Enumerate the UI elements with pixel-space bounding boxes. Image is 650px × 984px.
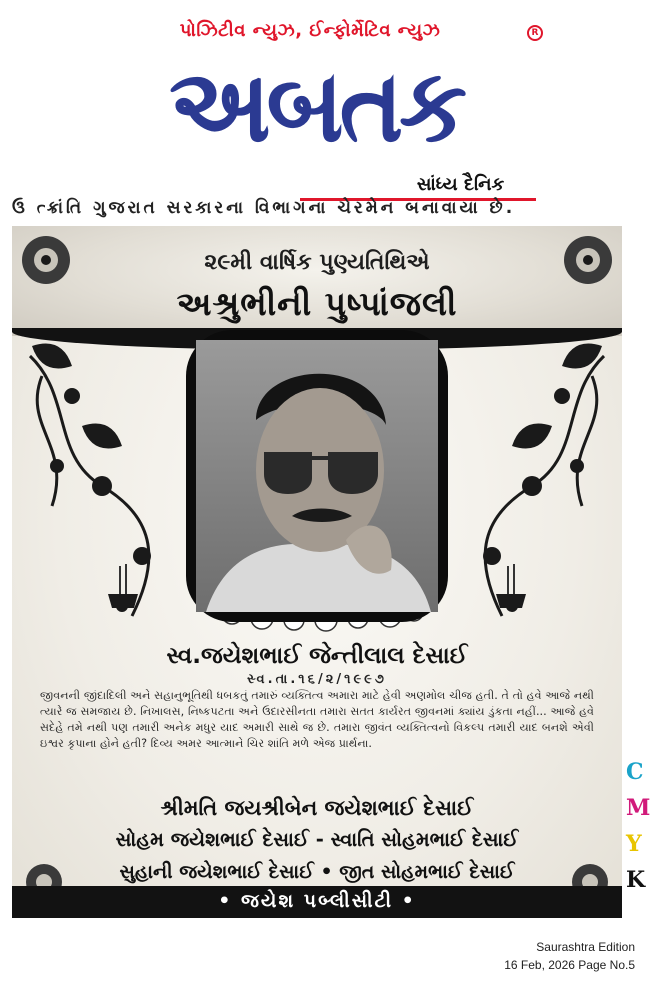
- publisher-name: • જયેશ પબ્લીસીટી •: [218, 890, 416, 912]
- edition-label: Saurashtra Edition: [536, 940, 635, 954]
- newspaper-logo[interactable]: [96, 44, 536, 172]
- tribute-message: જીવનની જીંદાદિલી અને સહાનુભૂતિથી ધબકતું તમારું વ્યક્તિત્વ અમારા માટે હેવી અણમોલ ચીજ હતી. તે તો હવે આજે નથી ત્યારે જ સમજાય છે. નિખાલસ, નિષ્કપટતા અને ઉદારસીનતા તમારા સતત કાર્યરત જીવનમાં ક્યાંય ડુંકતા નહીં... આજે હવે સદેહે તમે નથી પણ તમારી અનેક મધુર યાદ અમારી સાથે જ છે. તમારા જીવંત વ્યક્તિત્વનો વિકલ્પ તમારી યાદ બનશે એવી ઇશ્વર કૃપાના હોને હતી? દિવ્ય અમર આત્માને ચિર શાંતિ મળે એજ પ્રાર્થના.: [40, 689, 594, 750]
- logo-text: અબતક: [169, 47, 463, 165]
- corner-flower-top-right-icon: [564, 236, 612, 284]
- cmyk-letter: K: [626, 867, 646, 893]
- masthead-subtitle: સાંધ્ય દૈનિક: [416, 174, 505, 195]
- clipped-article-line: [12, 198, 622, 224]
- masthead: [0, 0, 644, 205]
- cmyk-k-mark: [626, 866, 644, 894]
- family-line-2: સોહમ જયેશભાઈ દેસાઈ - સ્વાતિ સોહમભાઈ દેસાઈ: [115, 828, 519, 851]
- clipped-article-text: ઉ ત્ક્રાંતિ ગુજરાત સરકારના વિભાગના ચેરમેન બનાવાયા છે.: [12, 198, 516, 218]
- memorial-advertisement: [12, 226, 622, 918]
- left-vine-icon: [30, 356, 149, 616]
- cmyk-letter: M: [626, 795, 650, 821]
- deceased-name: સ્વ.જયેશભાઈ જેન્તીલાલ દેસાઈ: [166, 643, 468, 669]
- page-date-info: 16 Feb, 2026 Page No.5: [504, 958, 635, 972]
- masthead-tagline: પોઝિટીવ ન્યુઝ, ઈન્ફોર્મેટિવ ન્યુઝ: [179, 20, 441, 41]
- portrait-photo: [196, 340, 438, 612]
- tribute-title: અશ્રુભીની પુષ્પાંજલી: [176, 284, 458, 323]
- right-incense-icon: [496, 564, 526, 608]
- cmyk-letter: Y: [626, 831, 642, 857]
- family-line-3: સુહાની જયેશભાઈ દેસાઈ • જીત સોહમભાઈ દેસાઈ: [119, 861, 515, 883]
- death-date: સ્વ.તા.૧૬/૨/૧૯૯૭: [247, 672, 387, 687]
- cmyk-m-mark: [626, 794, 650, 822]
- cmyk-y-mark: [626, 830, 644, 858]
- anniversary-line: ૨૯મી વાર્ષિક પુણ્યતિથિએ: [204, 250, 430, 275]
- cmyk-letter: C: [626, 759, 644, 785]
- left-incense-icon: [108, 564, 138, 608]
- registered-mark-icon: R: [527, 25, 543, 41]
- family-line-1: શ્રીમતિ જયશ્રીબેન જયેશભાઈ દેસાઈ: [160, 796, 474, 820]
- cmyk-c-mark: [626, 758, 644, 786]
- right-vine-icon: [485, 356, 604, 616]
- man-with-sunglasses-portrait-icon: [196, 340, 438, 612]
- portrait-frame: [186, 330, 448, 622]
- corner-flower-top-left-icon: [22, 236, 70, 284]
